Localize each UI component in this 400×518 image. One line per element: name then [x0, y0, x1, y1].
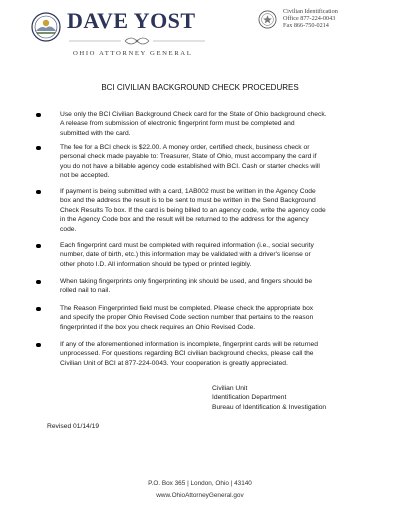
bullet-icon — [36, 190, 41, 195]
signature-unit: Civilian Unit — [212, 385, 248, 392]
contact-block — [283, 8, 338, 29]
revision-date: Revised 01/14/19 — [47, 423, 100, 430]
contact-unit: Civilian Identification — [283, 8, 338, 15]
footer-website: www.OhioAttorneyGeneral.gov — [156, 492, 244, 499]
bullet-icon — [36, 343, 41, 348]
procedure-item: If payment is being submitted with a card, 1AB002 must be written in the Agency Code box and the address the result is to be sent to must be written in the Send Background Check Results To box. If the card is being billed to an agency code, write the agency code in the Agency Code box and the result will be returned to the address for the agency code. — [60, 187, 365, 234]
bullet-icon — [36, 113, 41, 118]
letterhead-office: OHIO ATTORNEY GENERAL — [73, 50, 193, 57]
bullet-icon — [36, 280, 41, 285]
bullet-icon — [36, 244, 41, 249]
procedure-item: The fee for a BCI check is $22.00. A money order, certified check, business check or personal check made payable to: Treasurer, State of Ohio, must accompany the card if you do not have a billable agency code established with BCI. Cash or starter checks will not be accepted. — [60, 143, 365, 181]
footer-address: P.O. Box 365 | London, Ohio | 43140 — [148, 480, 252, 487]
signature-bureau: Bureau of Identification & Investigation — [212, 403, 327, 411]
ohio-seal-icon — [31, 12, 61, 42]
bullet-icon — [36, 146, 41, 151]
bci-badge-icon — [258, 10, 277, 29]
letterhead-name: DAVE YOST — [67, 8, 196, 33]
procedure-item: When taking fingerprints only fingerprinting ink should be used, and fingers should be rolled nail to nail. — [60, 277, 365, 296]
signature-department: Identification Department — [212, 394, 287, 402]
contact-office-phone: Office 877-224-0043 — [283, 15, 336, 22]
document-title: BCI CIVILIAN BACKGROUND CHECK PROCEDURES — [101, 83, 299, 92]
procedure-item: The Reason Fingerprinted field must be completed. Please check the appropriate box and specify the proper Ohio Revised Code section number that pertains to the reason fingerprinted if the box you check requires an Ohio Revised Code. — [60, 304, 365, 332]
ornament-divider-icon — [67, 34, 207, 48]
procedure-item: If any of the aforementioned information is incomplete, fingerprint cards will be returned unprocessed. For questions regarding BCI civilian background checks, please call the Civilian Unit of BCI at 877-224-0043. Your cooperation is greatly appreciated. — [60, 340, 365, 368]
procedure-item: Each fingerprint card must be completed with required information (i.e., social security number, date of birth, etc.) this information may be validated with a driver's license or other photo I.D. All information should be typed or printed legibly. — [60, 241, 365, 269]
contact-fax: Fax 866-750-0214 — [283, 22, 329, 29]
bullet-icon — [36, 307, 41, 312]
procedure-item: Use only the BCI Civilian Background Check card for the State of Ohio background check. A release from submission of electronic fingerprint form must be completed and submitted with the card. — [60, 110, 365, 138]
signature-block — [212, 384, 326, 412]
